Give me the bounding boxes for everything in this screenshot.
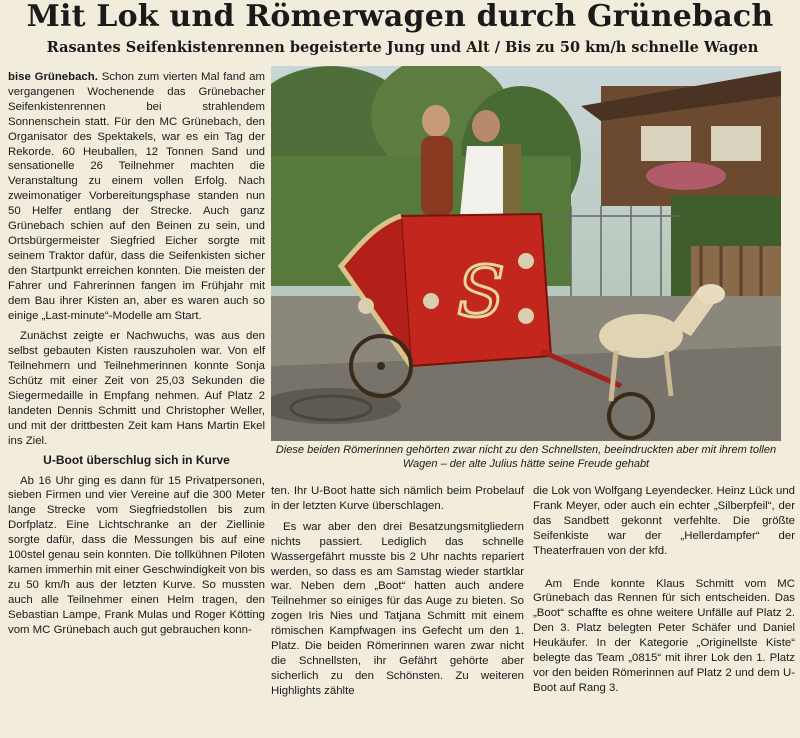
article-column-3 [533, 484, 795, 738]
paragraph-highlights: die Lok von Wolfgang Leyendecker. Heinz Lück und Frank Meyer, oder auch ein echter „Silberpfeil“, der das Sandbett gekonnt verfehlte. Die größte Seifenkiste war der „Hellerdampfer“ der Theaterfrauen von der kfd. [533, 485, 795, 557]
paragraph-results: Am Ende konnte Klaus Schmitt vom MC Grünebach das Rennen für sich entscheiden. Das „Boot“ schaffte es ohne weitere Unfälle auf Platz 2. Den 3. Platz belegten Peter Schäfer und Daniel Heukäufer. In der Kategorie „Originellste Kiste“ belegte das Team „0815“ mit ihrer Lok den 1. Platz vor den beiden Römerinnen auf Platz 2 und dem U-Boot auf Rang 3. [533, 577, 795, 694]
paragraph-continuation: ten. Ihr U-Boot hatte sich nämlich beim Probelauf in der letzten Kurve überschlagen. [271, 485, 524, 512]
chariot-emblem: S [457, 251, 505, 333]
paragraph-main-race: Ab 16 Uhr ging es dann für 15 Privatpersonen, sieben Firmen und vier Vereine auf die 300 Meter lange Strecke vom Siegfriedstollen bis zum Dorfplatz. Eine Lichtschranke an der Ziellinie sorgte dafür, dass die Messungen bis auf eine 100stel genau sein konnten. Die tollkühnen Piloten kamen immerhin mit einer Geschwindigkeit von bis zu 50 km/h aus der letzten Kurve. So mussten auch alle Teilnehmer einen Helm tragen, den Sebastian Lampe, Frank Mulas und Roger Kötting vom MC Grünebach auch gut gebrauchen konn- [8, 474, 265, 636]
photo-roman-chariot-illustration [271, 66, 781, 441]
paragraph-crew: Es war aber den drei Besatzungsmitgliedern nichts passiert. Lediglich das schnelle Wassergefährt musste bis 2 Uhr nachts repariert werden, so dass es am Samstag wieder startklar war. Neben dem „Boot“ hatten auch andere Teilnehmer so einiges für das Auge zu bieten. So zogen Iris Nies und Tatjana Schmitt mit einem römischen Kampfwagen ins Gefecht um den 1. Platz. Die beiden Römerinnen waren zwar nicht die Schnellsten, ihr Gefährt gehörte aber sicherlich zu den Schönsten. Zu weiteren Highlights zählte [271, 520, 524, 697]
article-headline: Mit Lok und Römerwagen durch Grünebach [26, 0, 774, 34]
article-column-1 [8, 70, 265, 738]
article-subheadline: Rasantes Seifenkistenrennen begeisterte Jung und Alt / Bis zu 50 km/h schnelle Wagen [46, 39, 759, 56]
paragraph-youth-race: Zunächst zeigte er Nachwuchs, was aus den selbst gebauten Kisten rauszuholen war. Von elf Teilnehmern und Teilnehmerinnen konnte Sonja Schütz mit einer Zeit von 25,03 Sekunden die Siegermedaille in Empfang nehmen. Auf Platz 2 landeten Dennis Schmitt und Christopher Weller, und mit der drittbesten Zeit kam Hans Martin Ekel ins Ziel. [8, 330, 265, 447]
photo-caption: Diese beiden Römerinnen gehörten zwar nicht zu den Schnellsten, beeindruckten aber mit ihrem tollen Wagen – der alte Julius hätte seine Freude gehabt [275, 444, 777, 470]
section-subheading: U-Boot überschlug sich in Kurve [43, 452, 230, 467]
article-photo [271, 66, 781, 441]
article-column-2 [271, 484, 524, 738]
paragraph-intro-text: Schon zum vierten Mal fand am vergangenen Wochenende das Grünebacher Seifenkistenrennen bei strahlendem Sonnenschein statt. Für den MC Grünebach, den Organisator des Spektakels, war es ein Tag der Rekorde. 60 Heuballen, 12 Tonnen Sand und sensationelle 26 Teilnehmer machten die Veranstaltung zu einem vollen Erfolg. Nach zweimonatiger Vorbereitungsphase standen nun 50 Helfer entlang der Strecke. Auch ganz Grünebach schien auf den Beinen zu sein, und Ortsbürgermeister Siegfried Eicher sorgte mit seinem Traktor dafür, dass die Seifenkisten sicher den Startpunkt erreichen konnten. Die meisten der Fahrer und Fahrerinnen fangen im Frühjahr mit dem Bau ihrer Kisten an, aber es waren auch so einige „Last-minute“-Modelle am Start. [8, 71, 265, 322]
dateline: bise Grünebach. [8, 71, 98, 83]
paragraph-intro [8, 70, 265, 323]
